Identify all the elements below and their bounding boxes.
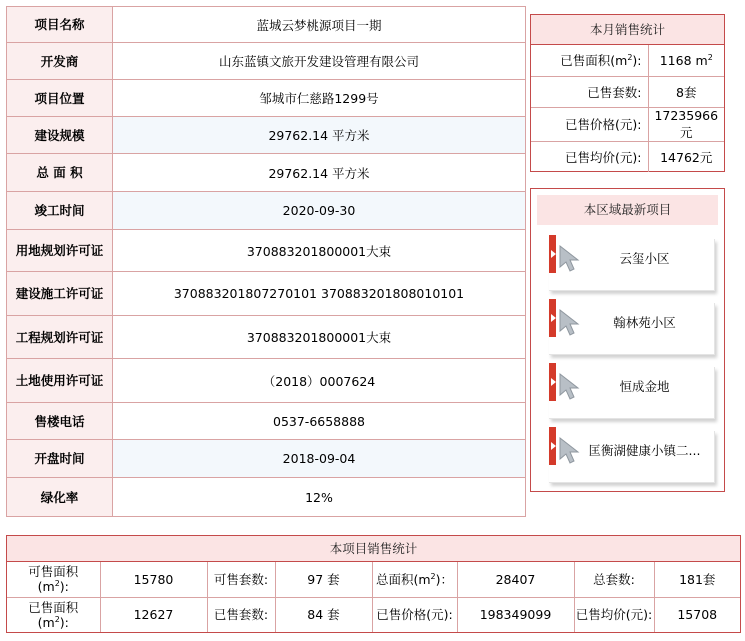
land-use-permit-value: （2018）0007624 [113, 359, 526, 403]
red-marker-icon [549, 427, 556, 465]
construction-permit-value: 370883201807270101 370883201808010101 [113, 272, 526, 316]
info-row-phone [7, 403, 526, 440]
sold-area-stat-label: 已售面积 $(m^2)$: [7, 597, 100, 632]
info-row-total-area [7, 154, 526, 192]
info-row-greening [7, 478, 526, 517]
stats-row-sold [7, 597, 740, 632]
available-area-value: 15780 [100, 562, 207, 597]
developer-value: 山东蓝镇文旅开发建设管理有限公司 [113, 43, 526, 80]
latest-project-card[interactable] [549, 431, 715, 483]
location-value: 邹城市仁慈路1299号 [113, 80, 526, 117]
info-label: 总 面 积 [7, 154, 113, 192]
latest-project-name[interactable]: 云玺小区 [619, 251, 670, 266]
info-label: 开发商 [7, 43, 113, 80]
info-row-completion [7, 192, 526, 230]
latest-project-card[interactable] [549, 239, 715, 291]
info-label: 绿化率 [7, 478, 113, 517]
available-units-label: 可售套数: [207, 562, 275, 597]
total-area-stat-value: 28407 [457, 562, 574, 597]
sold-units-label: 已售套数: [531, 76, 648, 107]
available-units-value: 97 套 [275, 562, 372, 597]
stats-row-available [7, 562, 740, 597]
opening-date-value: 2018-09-04 [113, 440, 526, 478]
land-plan-permit-value: 370883201800001大束 [113, 230, 526, 272]
sold-price-stat-value: 198349099 [457, 597, 574, 632]
red-marker-icon [549, 235, 556, 273]
monthly-row-price [531, 107, 724, 141]
avg-price-stat-value: 15708 [677, 607, 718, 623]
completion-date-value: 2020-09-30 [113, 192, 526, 230]
monthly-sales-table [531, 45, 724, 172]
info-label: 建设规模 [7, 117, 113, 154]
sold-area-label: 已售面积$(m^2)$: [531, 45, 648, 76]
sold-units-value: 8套 [648, 76, 724, 107]
info-label: 售楼电话 [7, 403, 113, 440]
project-sales-title: 本项目销售统计 [7, 536, 740, 562]
avg-price-label: 已售均价(元): [531, 141, 648, 172]
sold-price-stat-label: 已售价格(元): [372, 597, 457, 632]
project-name-value: 蓝城云梦桃源项目一期 [113, 7, 526, 43]
latest-projects-title: 本区域最新项目 [537, 195, 718, 225]
latest-projects-panel [530, 188, 725, 492]
info-label: 开盘时间 [7, 440, 113, 478]
sold-area-stat-value: 12627 [100, 597, 207, 632]
latest-project-name[interactable]: 恒成金地 [619, 379, 670, 394]
info-label: 用地规划许可证 [7, 230, 113, 272]
sales-phone-value: 0537-6658888 [113, 403, 526, 440]
total-units-value: 181套 [654, 562, 740, 597]
total-units-label: 总套数: [574, 562, 654, 597]
project-sales-stats [6, 535, 741, 633]
total-area-value: 29762.14 平方米 [113, 154, 526, 192]
latest-project-name[interactable]: 匡衡湖健康小镇二... [588, 443, 701, 458]
info-label: 建设施工许可证 [7, 272, 113, 316]
monthly-row-units [531, 76, 724, 107]
sold-price-label: 已售价格(元): [531, 107, 648, 141]
info-row-scale [7, 117, 526, 154]
sold-units-stat-label: 已售套数: [207, 597, 275, 632]
info-row-engineering-permit [7, 316, 526, 359]
available-area-label: 可售面积 $(m^2)$: [7, 562, 100, 597]
latest-project-card[interactable] [549, 367, 715, 419]
red-marker-icon [549, 363, 556, 401]
info-label: 项目名称 [7, 7, 113, 43]
info-row-opening [7, 440, 526, 478]
info-row-name [7, 7, 526, 43]
info-label: 土地使用许可证 [7, 359, 113, 403]
project-sales-table [7, 562, 740, 632]
monthly-sales-title: 本月销售统计 [531, 15, 724, 45]
sold-area-value: 1168 $m^2$ [648, 45, 724, 76]
info-row-land-use-permit [7, 359, 526, 403]
info-row-developer [7, 43, 526, 80]
greening-rate-value: 12% [113, 478, 526, 517]
monthly-row-area [531, 45, 724, 76]
engineering-permit-value: 370883201800001大束 [113, 316, 526, 359]
sold-price-value: 17235966元 [648, 107, 724, 141]
latest-project-card[interactable] [549, 303, 715, 355]
scale-value: 29762.14 平方米 [113, 117, 526, 154]
monthly-row-avg [531, 141, 724, 172]
info-row-land-plan-permit [7, 230, 526, 272]
info-row-location [7, 80, 526, 117]
project-info-table [6, 6, 526, 517]
info-row-construction-permit [7, 272, 526, 316]
avg-price-value: 14762元 [660, 149, 713, 165]
latest-project-name[interactable]: 翰林苑小区 [613, 315, 676, 330]
info-label: 项目位置 [7, 80, 113, 117]
info-label: 竣工时间 [7, 192, 113, 230]
monthly-sales-panel [530, 14, 725, 172]
info-label: 工程规划许可证 [7, 316, 113, 359]
red-marker-icon [549, 299, 556, 337]
avg-price-stat-label: 已售均价(元): [574, 597, 654, 632]
total-area-label: 总面积$(m^2)$： [372, 562, 457, 597]
sold-units-stat-value: 84 套 [275, 597, 372, 632]
